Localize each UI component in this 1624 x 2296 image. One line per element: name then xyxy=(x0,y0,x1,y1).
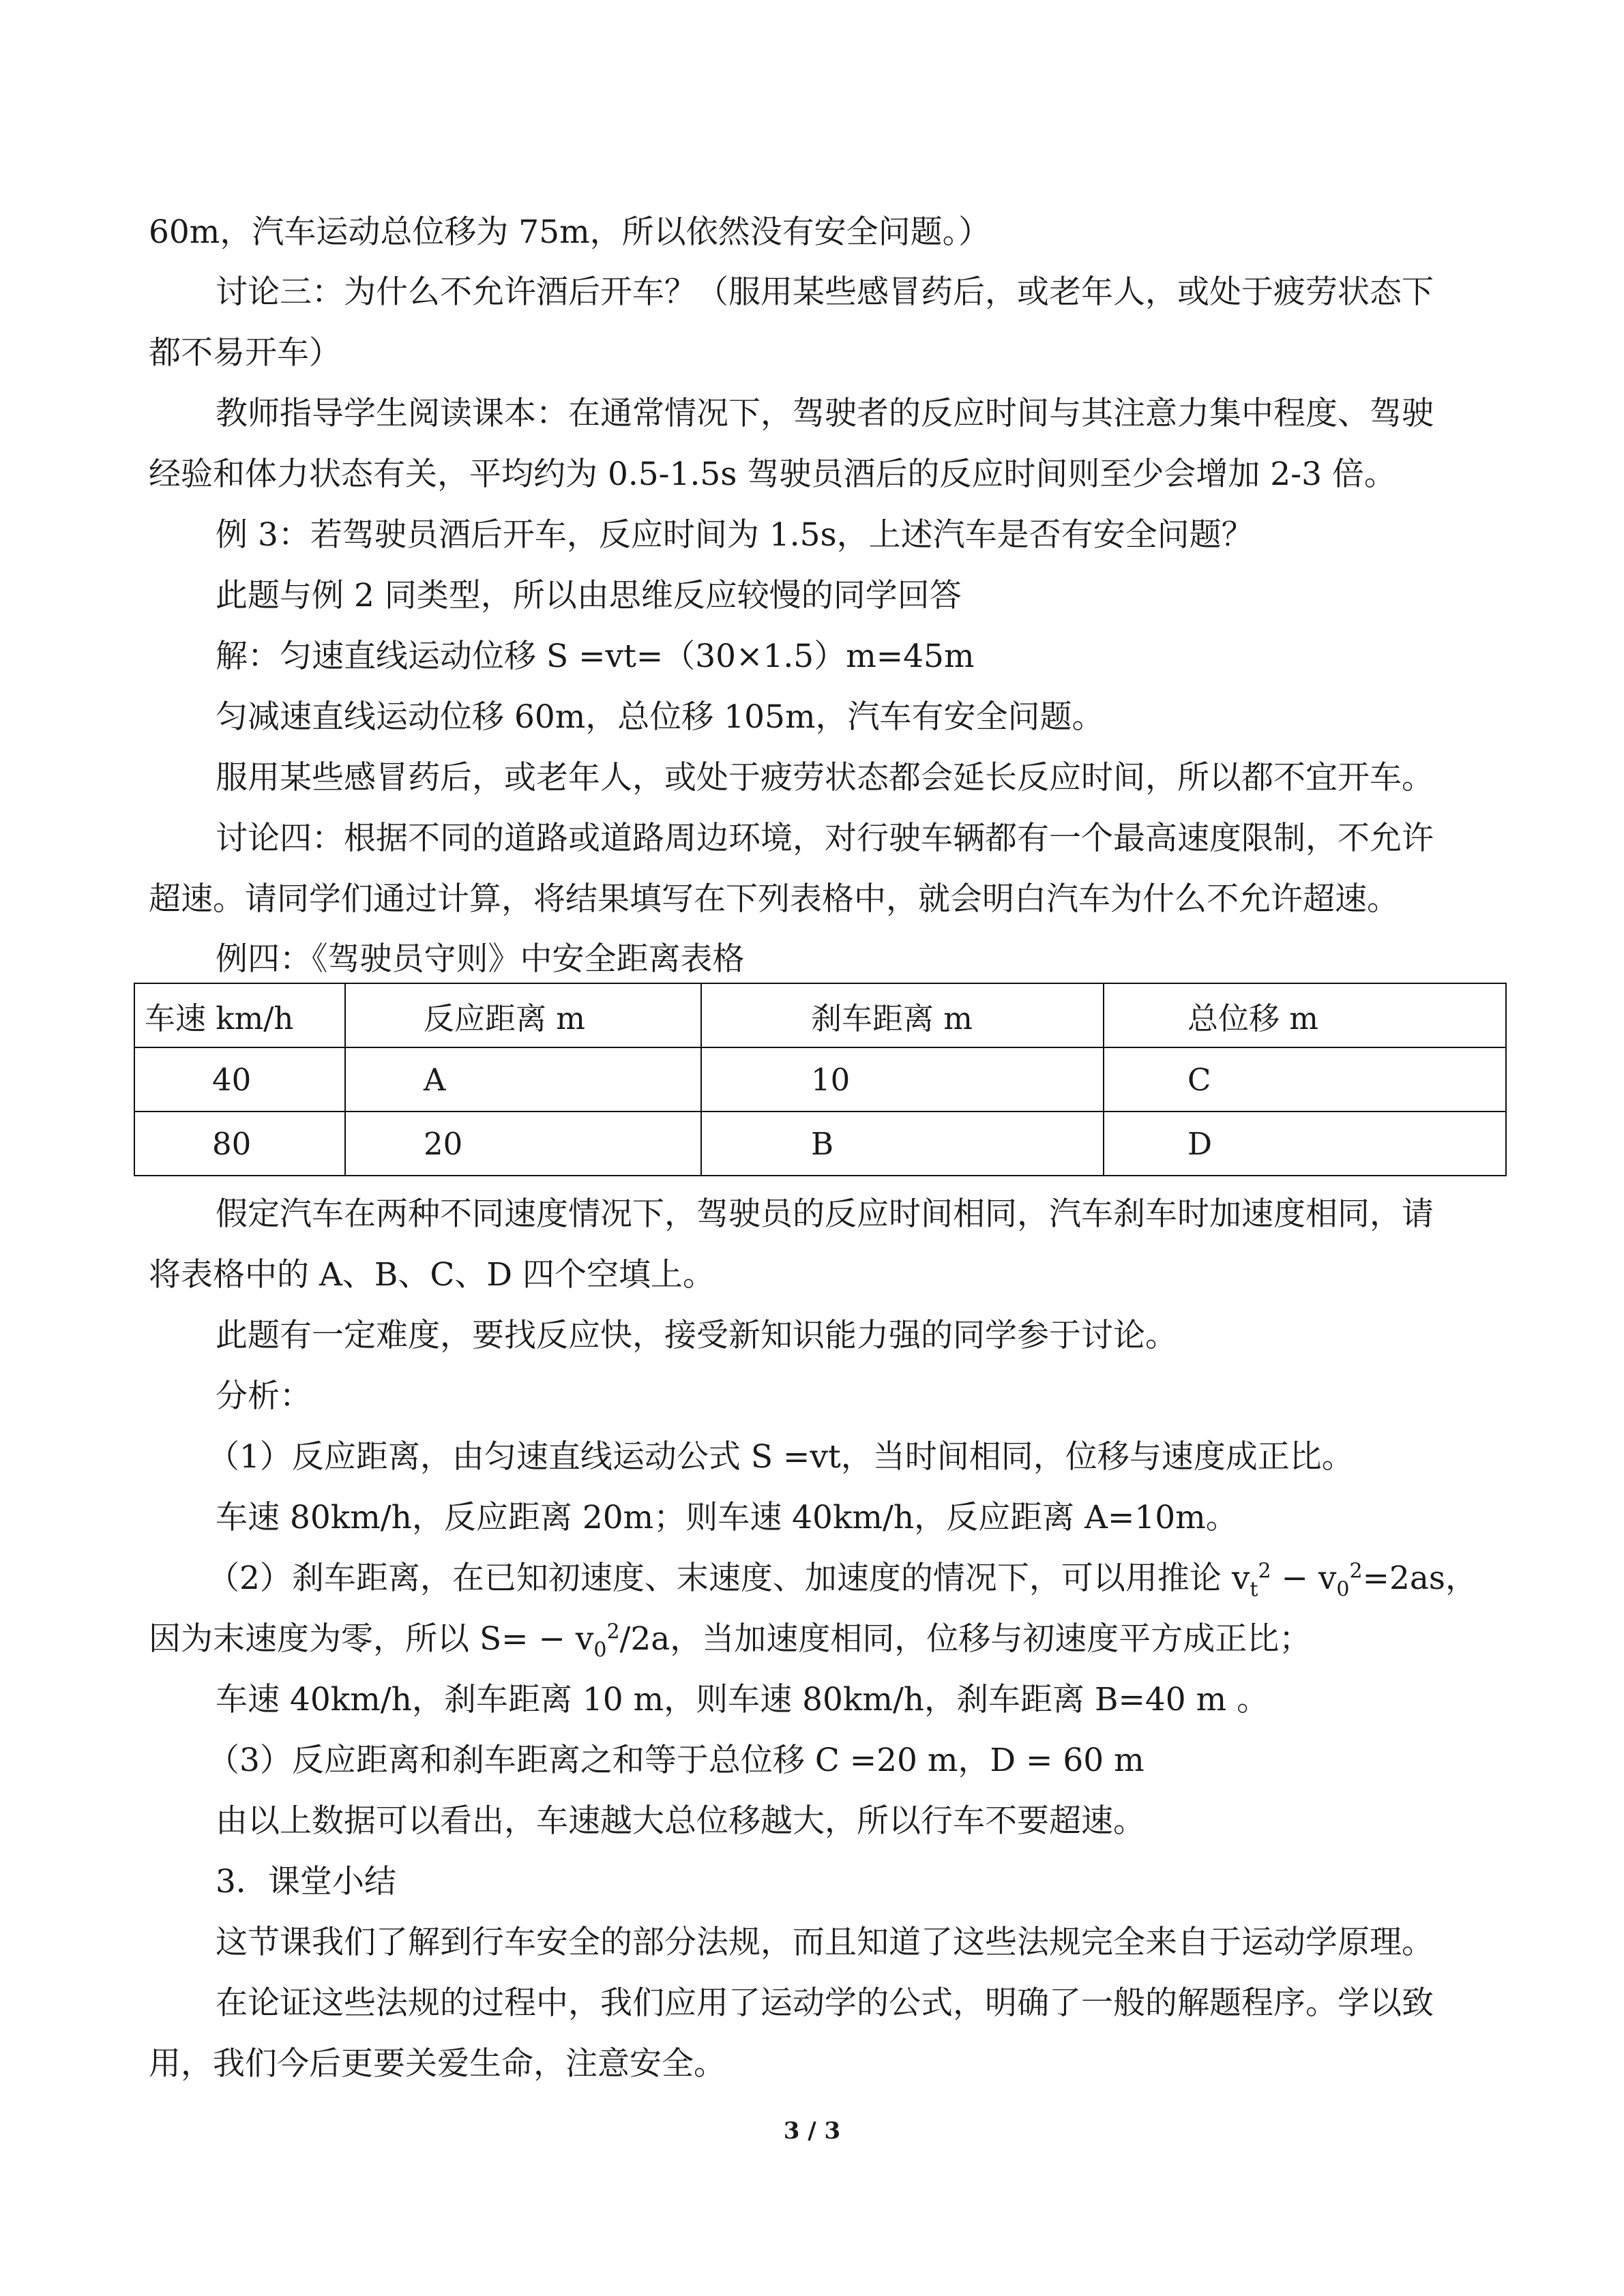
paragraph-line: 解：匀速直线运动位移 S =vt=（30×1.5）m=45m xyxy=(216,638,975,675)
paragraph-line: 在论证这些法规的过程中，我们应用了运动学的公式，明确了一般的解题程序。学以致 xyxy=(216,1984,1434,2022)
table-cell: C xyxy=(1104,1047,1506,1112)
subscript: 0 xyxy=(1336,1577,1350,1602)
subscript: 0 xyxy=(593,1638,607,1663)
paragraph-line: 分析： xyxy=(216,1377,312,1415)
formula-text: （2）刹车距离，在已知初速度、末速度、加速度的情况下，可以用推论 v xyxy=(207,1560,1250,1597)
table-cell: B xyxy=(701,1112,1104,1176)
formula-line xyxy=(207,1558,1499,1602)
paragraph-line: 例 3：若驾驶员酒后开车，反应时间为 1.5s，上述汽车是否有安全问题？ xyxy=(216,516,1254,554)
paragraph-line: 讨论四：根据不同的道路或道路周边环境，对行驶车辆都有一个最高速度限制，不允许 xyxy=(216,820,1434,857)
paragraph-line: 这节课我们了解到行车安全的部分法规，而且知道了这些法规完全来自于运动学原理。 xyxy=(216,1924,1434,1961)
superscript: 2 xyxy=(1349,1559,1363,1583)
paragraph-line: 讨论三：为什么不允许酒后开车？（服用某些感冒药后，或老年人，或处于疲劳状态下 xyxy=(216,273,1434,311)
paragraph-line: （3）反应距离和刹车距离之和等于总位移 C =20 m，D = 60 m xyxy=(207,1742,1145,1779)
safety-distance-table xyxy=(134,983,1507,1176)
paragraph-line: （1）反应距离，由匀速直线运动公式 S =vt，当时间相同，位移与速度成正比。 xyxy=(207,1438,1354,1476)
paragraph-line: 60m，汽车运动总位移为 75m，所以依然没有安全问题。） xyxy=(149,213,991,251)
paragraph-line: 服用某些感冒药后，或老年人，或处于疲劳状态都会延长反应时间，所以都不宜开车。 xyxy=(216,759,1434,796)
paragraph-line: 此题有一定难度，要找反应快，接受新知识能力强的同学参于讨论。 xyxy=(216,1317,1177,1354)
formula-text: /2a，当加速度相同，位移与初速度平方成正比； xyxy=(619,1620,1312,1658)
table-cell: 10 xyxy=(701,1047,1104,1112)
paragraph-line: 教师指导学生阅读课本：在通常情况下，驾驶者的反应时间与其注意力集中程度、驾驶 xyxy=(216,395,1434,432)
formula-line xyxy=(149,1619,1499,1663)
paragraph-line: 车速 80km/h，反应距离 20m；则车速 40km/h，反应距离 A=10m。 xyxy=(216,1499,1238,1536)
table-cell: D xyxy=(1104,1112,1506,1176)
paragraph-line: 假定汽车在两种不同速度情况下，驾驶员的反应时间相同，汽车刹车时加速度相同，请 xyxy=(216,1195,1434,1233)
table-header-cell: 刹车距离 m xyxy=(701,983,1104,1047)
section-heading: 3．课堂小结 xyxy=(216,1863,396,1900)
paragraph-line: 经验和体力状态有关，平均约为 0.5-1.5s 驾驶员酒后的反应时间则至少会增加 2-3 倍。 xyxy=(149,456,1396,493)
paragraph-line: 车速 40km/h，刹车距离 10 m，则车速 80km/h，刹车距离 B=40 m 。 xyxy=(216,1681,1269,1718)
table-cell: 40 xyxy=(134,1047,345,1112)
table-cell: A xyxy=(345,1047,701,1112)
page-number: 3 / 3 xyxy=(783,2117,841,2145)
table-header-cell: 车速 km/h xyxy=(134,983,345,1047)
table-header-cell: 反应距离 m xyxy=(345,983,701,1047)
paragraph-line: 此题与例 2 同类型，所以由思维反应较慢的同学回答 xyxy=(216,577,962,614)
table-cell: 20 xyxy=(345,1112,701,1176)
subscript: t xyxy=(1250,1577,1258,1602)
table-caption: 例四：《驾驶员守则》中安全距离表格 xyxy=(216,940,745,978)
paragraph-line: 将表格中的 A、B、C、D 四个空填上。 xyxy=(149,1256,715,1294)
paragraph-line: 都不易开车） xyxy=(149,334,341,372)
formula-text: − v xyxy=(1271,1560,1337,1597)
formula-text: 因为末速度为零，所以 S= − v xyxy=(149,1620,594,1658)
paragraph-line: 由以上数据可以看出，车速越大总位移越大，所以行车不要超速。 xyxy=(216,1802,1145,1840)
table-cell: 80 xyxy=(134,1112,345,1176)
table-header-cell: 总位移 m xyxy=(1104,983,1506,1047)
table-row xyxy=(134,1112,1506,1176)
superscript: 2 xyxy=(1258,1559,1271,1583)
paragraph-line: 超速。请同学们通过计算，将结果填写在下列表格中，就会明白汽车为什么不允许超速。 xyxy=(149,880,1399,918)
paragraph-line: 匀减速直线运动位移 60m，总位移 105m，汽车有安全问题。 xyxy=(216,698,1104,736)
formula-text: =2as， xyxy=(1362,1560,1478,1597)
superscript: 2 xyxy=(606,1620,620,1644)
table-header-row xyxy=(134,983,1506,1047)
table-row xyxy=(134,1047,1506,1112)
paragraph-line: 用，我们今后更要关爱生命，注意安全。 xyxy=(149,2045,726,2083)
